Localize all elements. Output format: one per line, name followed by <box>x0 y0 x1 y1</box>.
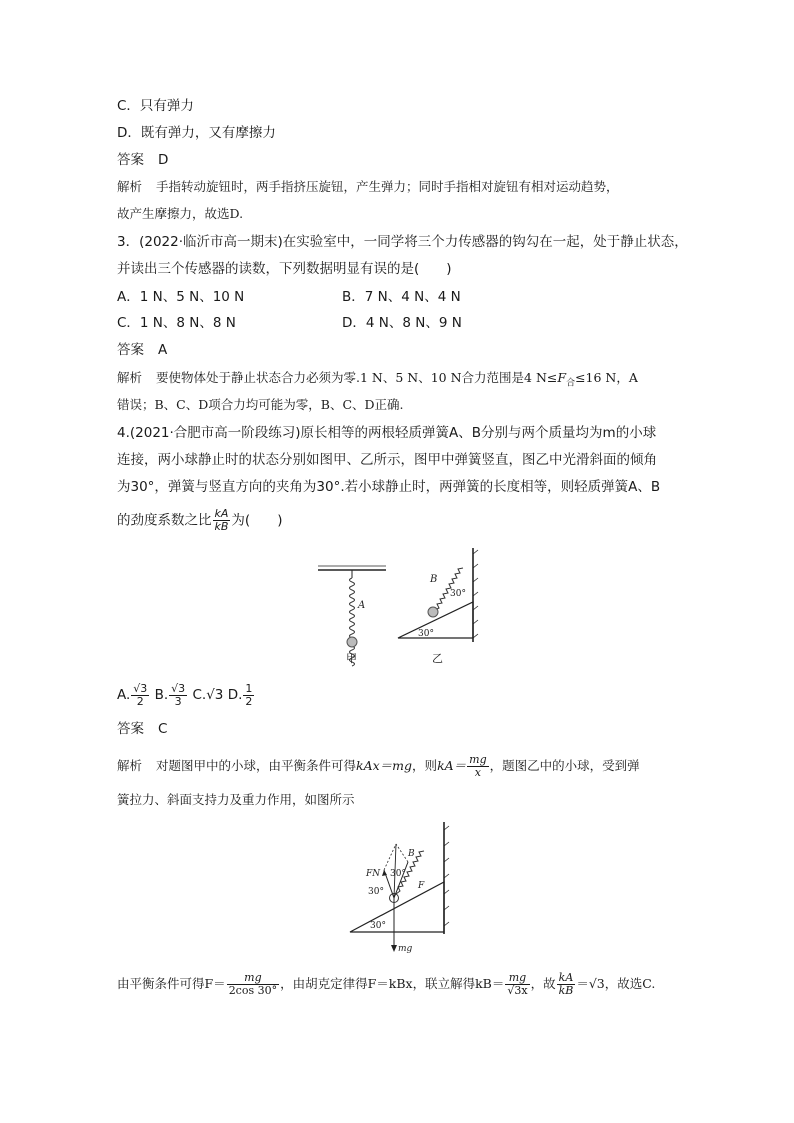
angle-incline-label: 30° <box>418 629 434 639</box>
q3-option-a: A．1 N、5 N、10 N <box>117 289 245 305</box>
q3-stem-line2: 并读出三个传感器的读数，下列数据明显有误的是( ) <box>117 261 452 277</box>
q4-option-a: $\frac{√3}{2}$ <box>133 681 148 708</box>
q2-answer-row <box>117 150 168 170</box>
q4-stem-line2: 连接，两小球静止时的状态分别如图甲、乙所示，图甲中弹簧竖直，图乙中光滑斜面的倾角 <box>117 452 657 468</box>
q3-options-row2 <box>117 313 677 333</box>
q2-option-c: C．只有弹力 <box>117 98 194 114</box>
q4-stem-line3: 为30°，弹簧与竖直方向的夹角为30°.若小球静止时，两弹簧的长度相等，则轻质弹簧A、B <box>117 479 661 495</box>
analysis-label: 解析 <box>117 179 143 194</box>
q3-analysis-line2: 错误；B、C、D项合力均可能为零，B、C、D正确. <box>117 397 404 412</box>
q4-analysis-line2: 簧拉力、斜面支持力及重力作用，如图所示 <box>117 792 355 807</box>
mg-label: mg <box>398 944 413 954</box>
q2-analysis-line1: 解析 手指转动旋钮时，两手指挤压旋钮，产生弹力；同时手指相对旋钮有相对运动趋势， <box>117 179 619 194</box>
spring-b-label: B <box>430 574 438 585</box>
q4-option-d: $\frac{1}{2}$ <box>245 681 253 708</box>
q3-answer-row <box>117 340 167 360</box>
q3-option-c: C．1 N、8 N、8 N <box>117 315 236 331</box>
q3-option-d: D．4 N、8 N、9 N <box>342 315 462 331</box>
q4-analysis-line1: 解析 对题图甲中的小球，由平衡条件可得kAx＝mg，则kA＝ $\frac{mg}{x}$ ，题图乙中的小球，受到弹 <box>117 753 640 779</box>
q4-stem-line4: 的劲度系数之比 $\frac{kA}{kB}$ 为( ) <box>117 507 283 533</box>
angle-1-label: 30° <box>390 869 406 879</box>
q4-options: A. $\frac{√3}{2}$ B. $\frac{√3}{3}$ C.√3 D. $\frac{1}{2}$ <box>117 681 253 708</box>
f-label: F <box>418 881 425 891</box>
ratio-fraction-final: $\frac{kA}{kB}$ <box>558 971 574 997</box>
answer-label: 答案 <box>117 342 144 358</box>
analysis-label: 解析 <box>117 370 143 385</box>
kb-fraction: $\frac{mg}{√3x}$ <box>507 971 528 997</box>
q3-stem-line1: 3．(2022·临沂市高一期末)在实验室中，一同学将三个力传感器的钩勾在一起，处于静止状态， <box>117 234 688 250</box>
caption-yi: 乙 <box>432 652 443 665</box>
answer-label: 答案 <box>117 152 144 168</box>
q3-options-row1 <box>117 287 677 307</box>
q4-final-line: 由平衡条件可得F＝ $\frac{mg}{2\cos 30^\circ}$ ，由胡克定律得F＝kBx，联立解得kB＝ $\frac{mg}{√3x}$ ，故 $\frac{kA}{kB}$ ＝√3，故选C. <box>117 971 656 997</box>
q4-option-b: $\frac{√3}{3}$ <box>171 681 186 708</box>
angle-top-label: 30° <box>450 589 466 599</box>
answer-value: A <box>158 342 168 358</box>
fn-label: FN <box>366 869 381 879</box>
q3-analysis-line1: 解析 要使物体处于静止状态合力必须为零.1 N、5 N、10 N合力范围是4 $N\le F_合\le 16$ N，A <box>117 370 638 389</box>
spring-a-label: A <box>358 600 366 611</box>
figure-jia-yi <box>310 548 500 670</box>
angle-2-label: 30° <box>368 887 384 897</box>
f-fraction: $\frac{mg}{2\cos 30^\circ}$ <box>228 971 278 997</box>
q4-answer-row <box>117 719 167 739</box>
q2-analysis-line2: 故产生摩擦力，故选D. <box>117 206 244 221</box>
answer-value: D <box>158 152 169 168</box>
ball-b <box>428 607 438 617</box>
q2-option-d: D．既有弹力，又有摩擦力 <box>117 125 276 141</box>
q4-stem-line1: 4.(2021·合肥市高一阶段练习)原长相等的两根轻质弹簧A、B分别与两个质量均为m的小球 <box>117 425 657 441</box>
answer-value: C <box>158 721 168 737</box>
angle-3-label: 30° <box>370 921 386 931</box>
force-diagram <box>348 818 458 958</box>
q4-option-c: C.√3 <box>192 687 224 703</box>
q3-option-b: B．7 N、4 N、4 N <box>342 289 461 305</box>
analysis-label: 解析 <box>117 758 143 773</box>
caption-jia: 甲 <box>346 652 357 665</box>
ka-fraction: $\frac{mg}{x}$ <box>469 753 487 779</box>
b-label: B <box>408 849 415 859</box>
ball-a <box>347 637 357 647</box>
ratio-fraction: $\frac{kA}{kB}$ <box>214 507 229 533</box>
answer-label: 答案 <box>117 721 144 737</box>
